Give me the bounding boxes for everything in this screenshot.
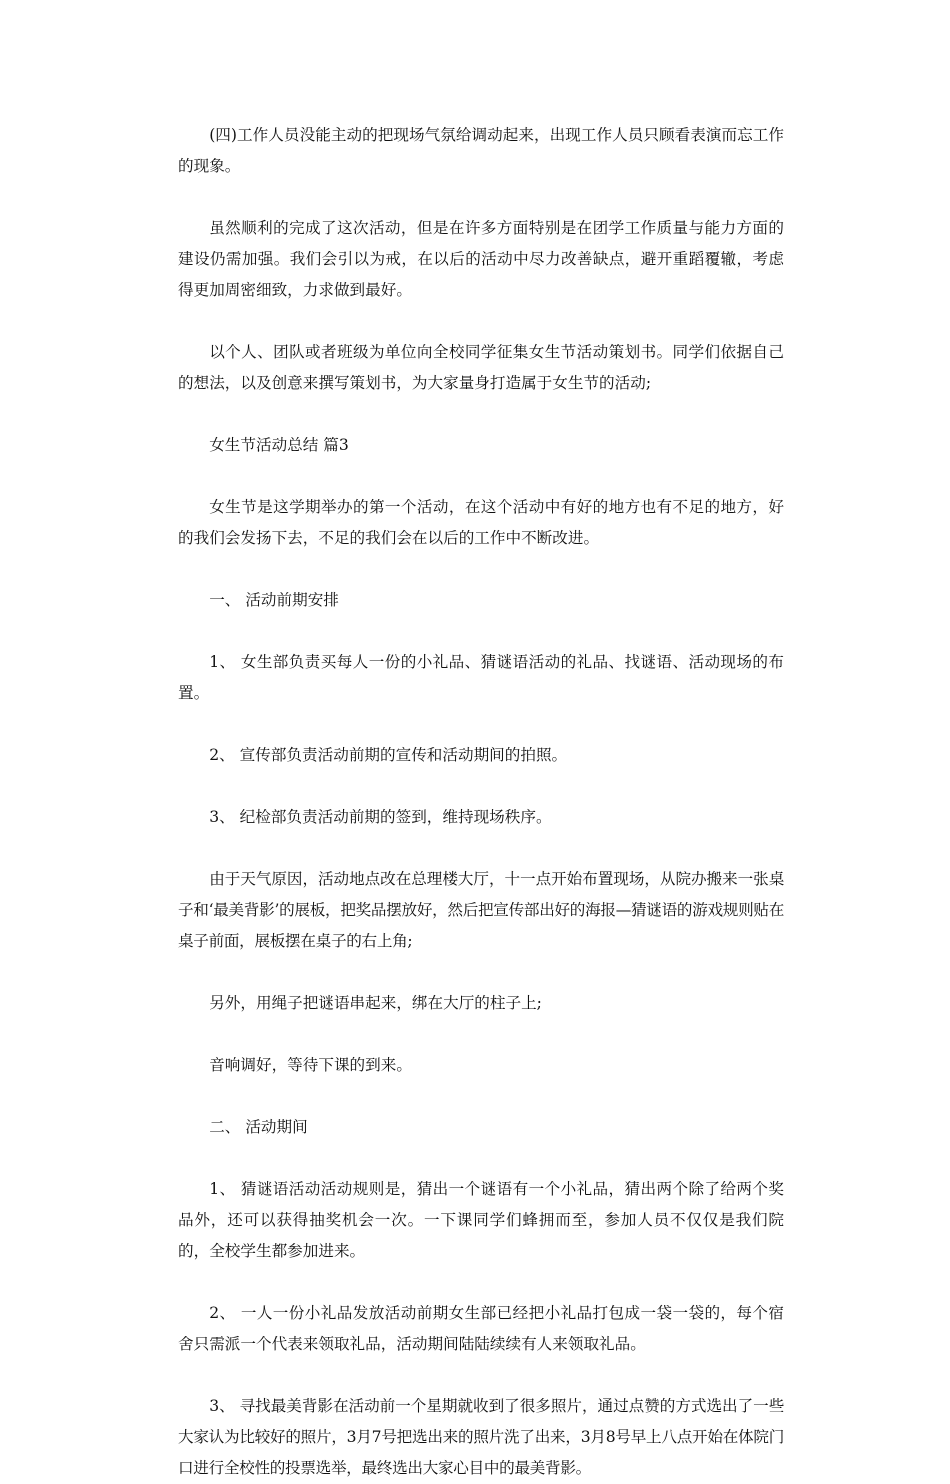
paragraph-staff-issue: (四)工作人员没能主动的把现场气氛给调动起来，出现工作人员只顾看表演而忘工作的现象。 <box>178 126 784 175</box>
heading-during-activity: 二、 活动期间 <box>209 1118 308 1136</box>
list-item-riddle-game: 1、 猜谜语活动活动规则是，猜出一个谜语有一个小礼品，猜出两个除了给两个奖品外，还可以获得抽奖机会一次。一下课同学们蜂拥而至，参加人员不仅仅是我们院的，全校学生都参加进来。 <box>178 1180 784 1260</box>
list-item-gift-distribution: 2、 一人一份小礼品发放活动前期女生部已经把小礼品打包成一袋一袋的，每个宿舍只需派一个代表来领取礼品，活动期间陆陆续续有人来领取礼品。 <box>178 1304 784 1353</box>
paragraph-proposal-call: 以个人、团队或者班级为单位向全校同学征集女生节活动策划书。同学们依据自己的想法，以及创意来撰写策划书，为大家量身打造属于女生节的活动; <box>178 343 784 392</box>
paragraph-audio: 音响调好，等待下课的到来。 <box>209 1056 412 1074</box>
list-item-discipline-department: 3、 纪检部负责活动前期的签到，维持现场秩序。 <box>209 808 552 826</box>
list-item-publicity-department: 2、 宣传部负责活动前期的宣传和活动期间的拍照。 <box>209 746 568 764</box>
paragraph-intro: 女生节是这学期举办的第一个活动，在这个活动中有好的地方也有不足的地方，好的我们会发扬下去，不足的我们会在以后的工作中不断改进。 <box>178 498 784 547</box>
heading-pre-activity: 一、 活动前期安排 <box>209 591 339 609</box>
list-item-best-back-view: 3、 寻找最美背影在活动前一个星期就收到了很多照片，通过点赞的方式选出了一些大家认为比较好的照片，3月7号把选出来的照片洗了出来，3月8号早上八点开始在体院门口进行全校性的投票选举，最终选出大家心目中的最美背影。 <box>178 1397 784 1477</box>
paragraph-riddle-rope: 另外，用绳子把谜语串起来，绑在大厅的柱子上; <box>209 994 542 1012</box>
list-item-girls-department: 1、 女生部负责买每人一份的小礼品、猜谜语活动的礼品、找谜语、活动现场的布置。 <box>178 653 784 702</box>
paragraph-improvement: 虽然顺利的完成了这次活动，但是在许多方面特别是在团学工作质量与能力方面的建设仍需加强。我们会引以为戒，在以后的活动中尽力改善缺点，避开重蹈覆辙，考虑得更加周密细致，力求做到最好。 <box>178 219 784 299</box>
document-body <box>178 120 784 1484</box>
paragraph-venue-setup: 由于天气原因，活动地点改在总理楼大厅，十一点开始布置现场，从院办搬来一张桌子和‘最美背影’的展板，把奖品摆放好，然后把宣传部出好的海报—猜谜语的游戏规则贴在桌子前面，展板摆在桌子的右上角; <box>178 870 784 950</box>
section-heading-part3: 女生节活动总结 篇3 <box>209 436 349 454</box>
